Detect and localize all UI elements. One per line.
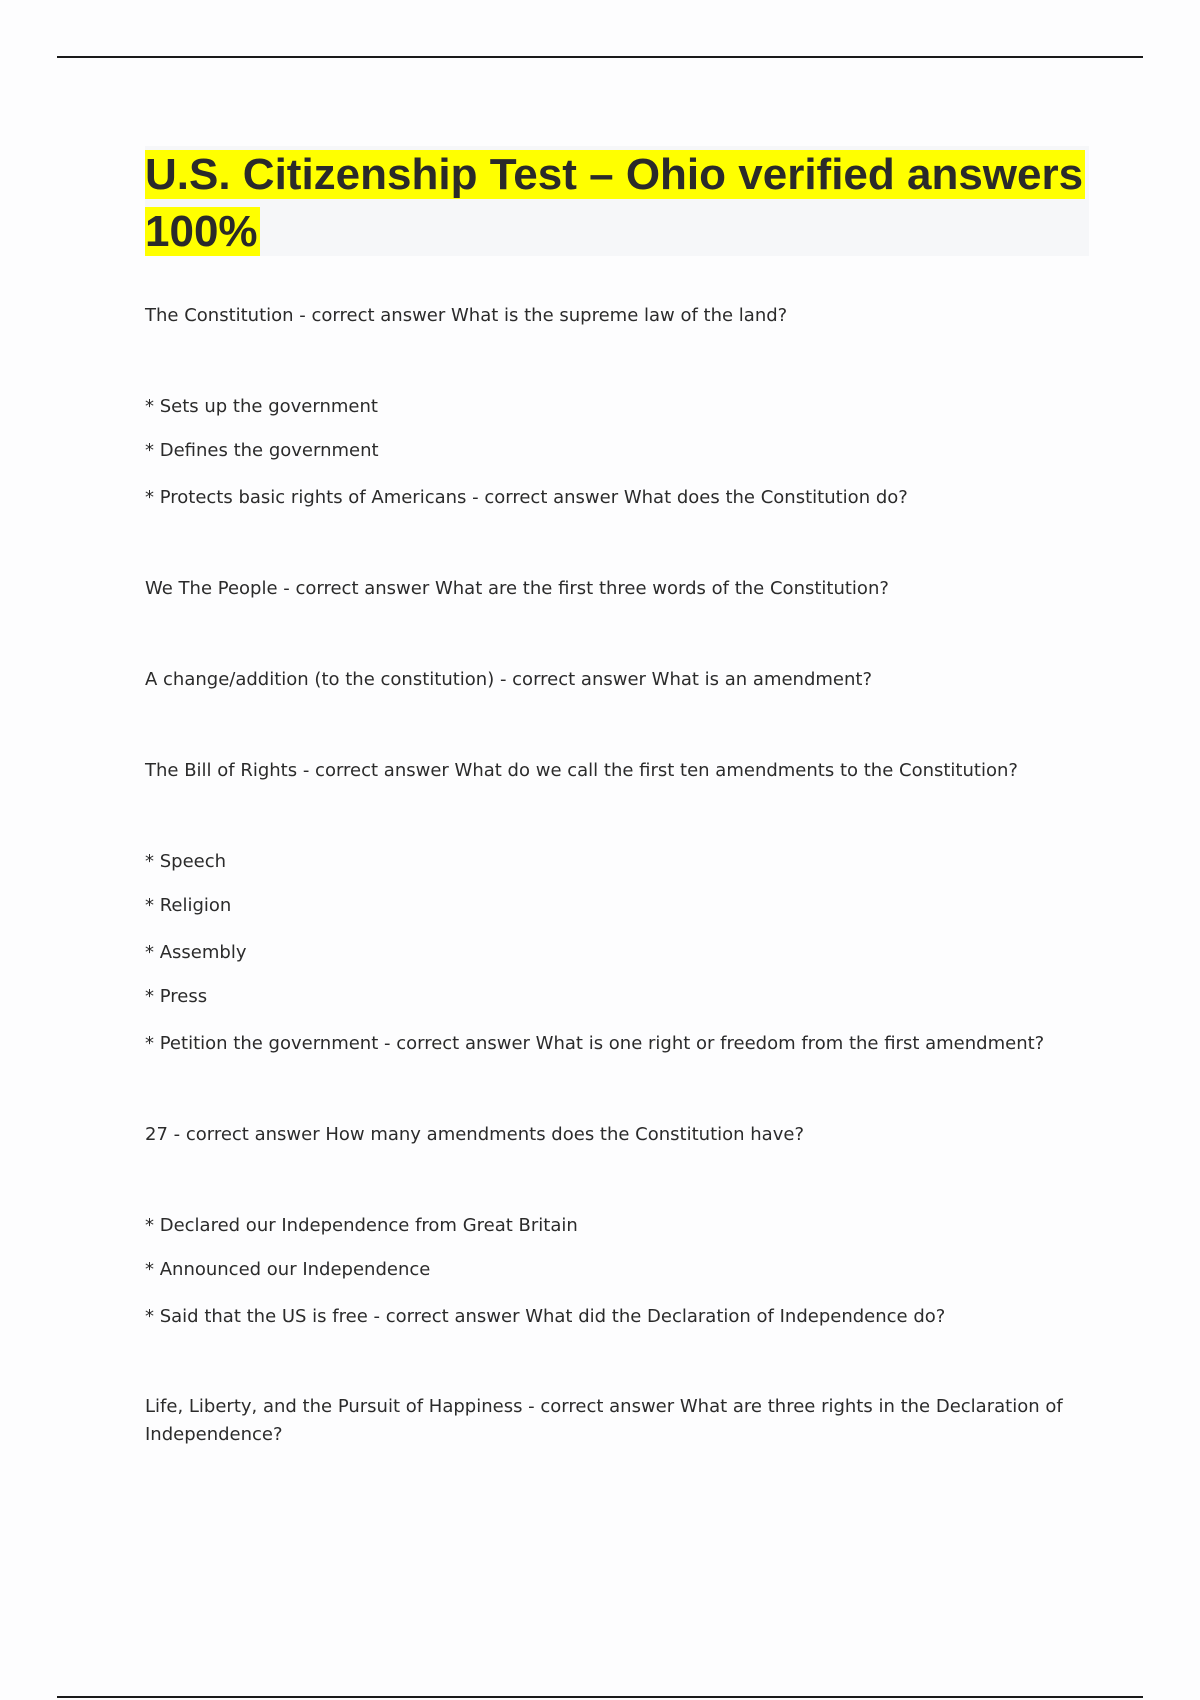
qa-line: We The People - correct answer What are the first three words of the Constitution? <box>145 578 889 599</box>
title-block <box>145 146 1089 256</box>
title-highlight: U.S. Citizenship Test – Ohio verified answers 100% <box>145 150 1084 256</box>
qa-line: A change/addition (to the constitution) - correct answer What is an amendment? <box>145 669 873 690</box>
qa-line: * Sets up the government <box>145 396 378 417</box>
qa-line: * Protects basic rights of Americans - correct answer What does the Constitution do? <box>145 487 908 508</box>
qa-line: 27 - correct answer How many amendments does the Constitution have? <box>145 1124 804 1145</box>
footer-rule <box>57 1696 1143 1698</box>
qa-line: * Defines the government <box>145 440 379 461</box>
qa-line: * Announced our Independence <box>145 1259 431 1280</box>
qa-line: * Speech <box>145 851 227 872</box>
qa-line: * Assembly <box>145 942 247 963</box>
document-title <box>145 146 1089 260</box>
qa-line: * Petition the government - correct answer What is one right or freedom from the first amendment? <box>145 1033 1045 1054</box>
qa-line: * Declared our Independence from Great Britain <box>145 1215 578 1236</box>
qa-line: Life, Liberty, and the Pursuit of Happiness - correct answer What are three rights in the Declaration of Independence? <box>145 1396 1063 1445</box>
qa-line: * Said that the US is free - correct answer What did the Declaration of Independence do? <box>145 1306 946 1327</box>
qa-line: * Press <box>145 986 208 1007</box>
qa-line: * Religion <box>145 895 232 916</box>
header-rule <box>57 56 1143 58</box>
qa-line: The Bill of Rights - correct answer What do we call the first ten amendments to the Constitution? <box>145 760 1018 781</box>
qa-line: The Constitution - correct answer What is the supreme law of the land? <box>145 305 788 326</box>
